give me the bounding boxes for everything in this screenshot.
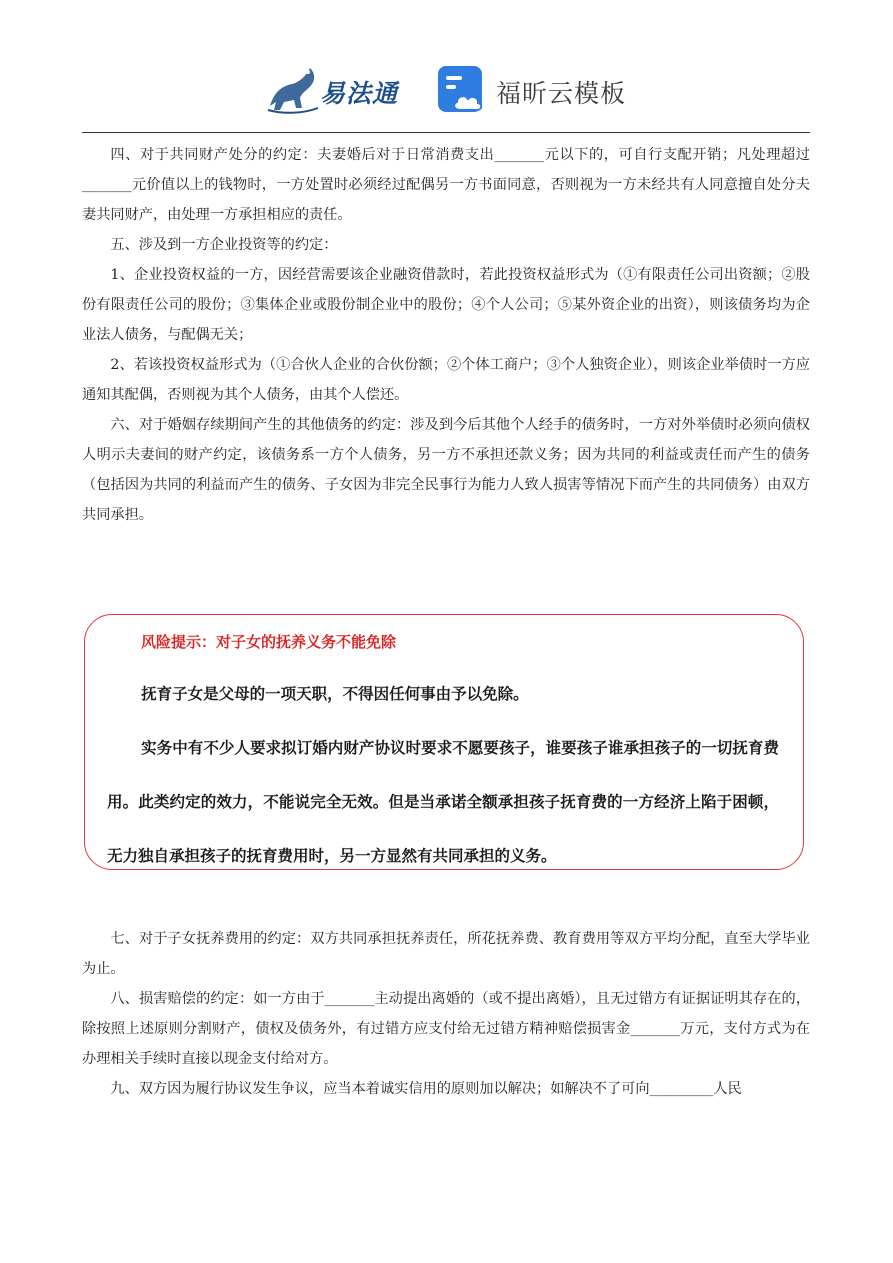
foxit-brand-text: 福昕云模板 bbox=[496, 79, 627, 108]
risk-paragraph-2: 实务中有不少人要求拟订婚内财产协议时要求不愿要孩子，谁要孩子谁承担孩子的一切抚育费用。此类约定的效力，不能说完全无效。但是当承诺全额承担孩子抚育费的一方经济上陷于困顿，无力独自承担孩子的抚育费用时，另一方显然有共同承担的义务。 bbox=[107, 739, 779, 865]
clause-5-2: 2、若该投资权益形式为（①合伙人企业的合伙份额；②个体工商户；③个人独资企业），则该企业举债时一方应通知其配偶，否则视为其个人债务，由其个人偿还。 bbox=[82, 357, 810, 403]
clauses-upper bbox=[82, 140, 810, 530]
page-header bbox=[0, 0, 893, 130]
clause-9: 九、双方因为履行协议发生争议，应当本着诚实信用的原则加以解决；如解决不了可向_________人民 bbox=[110, 1081, 742, 1097]
clause-5-1: 1、企业投资权益的一方，因经营需要该企业融资借款时，若此投资权益形式为（①有限责任公司出资额；②股份有限责任公司的股份；③集体企业或股份制企业中的股份；④个人公司；⑤某外资企业的出资），则该债务均为企业法人债务，与配偶无关； bbox=[82, 267, 810, 343]
clause-5: 五、涉及到一方企业投资等的约定： bbox=[110, 237, 338, 253]
clause-8: 八、损害赔偿的约定：如一方由于_______主动提出离婚的（或不提出离婚），且无过错方有证据证明其存在的，除按照上述原则分割财产，债权及债务外，有过错方应支付给无过错方精神赔偿损害金_______万元，支付方式为在办理相关手续时直接以现金支付给对方。 bbox=[82, 991, 810, 1067]
foxit-template-logo bbox=[436, 64, 636, 118]
clause-4: 四、对于共同财产处分的约定：夫妻婚后对于日常消费支出_______元以下的，可自行支配开销；凡处理超过_______元价值以上的钱物时，一方处置时必须经过配偶另一方书面同意，否则视为一方未经共有人同意擅自处分夫妻共同财产，由处理一方承担相应的责任。 bbox=[82, 147, 810, 223]
clause-6: 六、对于婚姻存续期间产生的其他债务的约定：涉及到今后其他个人经手的债务时，一方对外举债时必须向债权人明示夫妻间的财产约定，该债务系一方个人债务，另一方不承担还款义务；因为共同的利益或责任而产生的债务（包括因为共同的利益而产生的债务、子女因为非完全民事行为能力人致人损害等情况下而产生的共同债务）由双方共同承担。 bbox=[82, 417, 810, 523]
yifatong-brand-text: 易法通 bbox=[320, 79, 399, 108]
risk-paragraph-1: 抚育子女是父母的一项天职，不得因任何事由予以免除。 bbox=[141, 685, 529, 703]
cloud-doc-icon bbox=[436, 64, 488, 116]
clause-7: 七、对于子女抚养费用的约定：双方共同承担抚养责任，所花抚养费、教育费用等双方平均分配，直至大学毕业为止。 bbox=[82, 931, 810, 977]
qilin-icon bbox=[262, 62, 322, 116]
risk-warning-box bbox=[84, 614, 804, 870]
header-divider bbox=[82, 132, 810, 133]
clauses-lower bbox=[82, 924, 810, 1104]
risk-title: 风险提示：对子女的抚养义务不能免除 bbox=[141, 633, 397, 651]
yifatong-logo bbox=[262, 62, 422, 116]
